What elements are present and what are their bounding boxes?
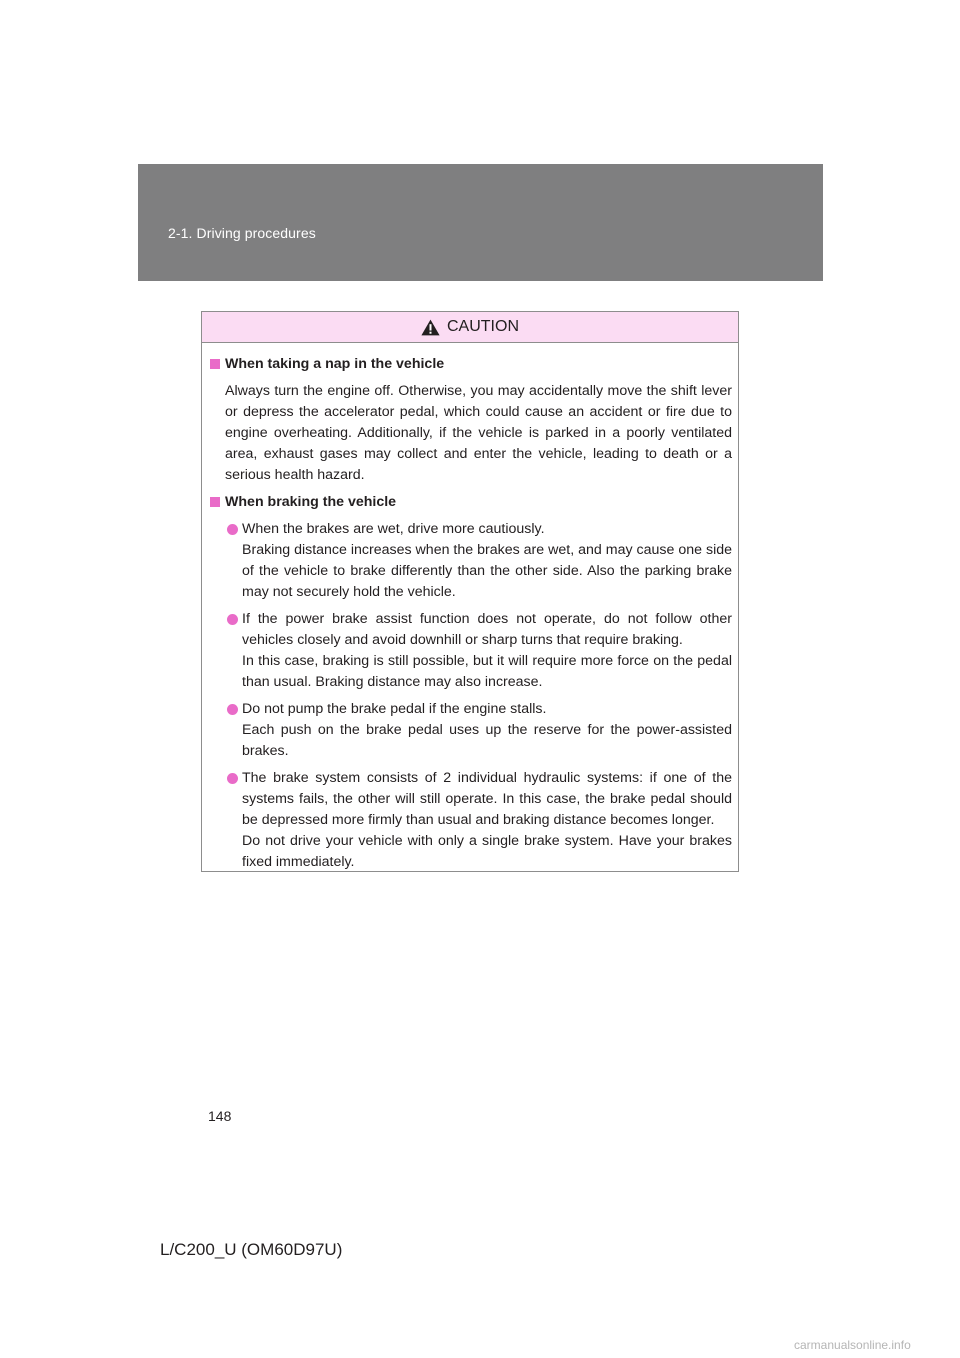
section-heading-nap: When taking a nap in the vehicle xyxy=(210,354,732,375)
braking-bullet-wet: When the brakes are wet, drive more cautiously. Braking distance increases when the brakes are wet, and may cause one side of the vehicle to brake differently than the other side. Also the parking brake may not securely hold the vehicle. xyxy=(210,519,732,603)
round-bullet-icon xyxy=(227,773,238,784)
warning-triangle-icon xyxy=(421,319,440,336)
round-bullet-icon xyxy=(227,704,238,715)
square-bullet-icon xyxy=(210,497,220,507)
watermark: carmanualsonline.info xyxy=(794,1338,911,1352)
braking-bullet-assist: If the power brake assist function does not operate, do not follow other vehicles closely and avoid downhill or sharp turns that require braking. In this case, braking is still possible, but it will require more force on the pedal than usual. Braking distance may also increase. xyxy=(210,609,732,693)
braking-bullet-pump: Do not pump the brake pedal if the engine stalls. Each push on the brake pedal uses up the reserve for the power-assisted brakes. xyxy=(210,699,732,762)
caution-header xyxy=(202,312,738,343)
round-bullet-icon xyxy=(227,524,238,535)
section-heading-braking: When braking the vehicle xyxy=(210,492,732,513)
document-code: L/C200_U (OM60D97U) xyxy=(160,1240,343,1259)
round-bullet-icon xyxy=(227,614,238,625)
section-title: 2-1. Driving procedures xyxy=(168,225,316,241)
caution-box xyxy=(201,311,739,872)
caution-body xyxy=(202,343,738,873)
braking-bullet-hydraulic: The brake system consists of 2 individual hydraulic systems: if one of the systems fails, the other will still operate. In this case, the brake pedal should be depressed more firmly than usual and braking distance becomes longer. Do not drive your vehicle with only a single brake system. Have your brakes fixed immediately. xyxy=(210,768,732,873)
square-bullet-icon xyxy=(210,359,220,369)
nap-paragraph: Always turn the engine off. Otherwise, you may accidentally move the shift lever or depress the accelerator pedal, which could cause an accident or fire due to engine overheating. Additionally, if the vehicle is parked in a poorly ventilated area, exhaust gases may collect and enter the vehicle, leading to death or a serious health hazard. xyxy=(225,383,732,483)
page-number: 148 xyxy=(208,1108,232,1124)
caution-label: CAUTION xyxy=(447,318,519,335)
header-band xyxy=(138,164,823,281)
